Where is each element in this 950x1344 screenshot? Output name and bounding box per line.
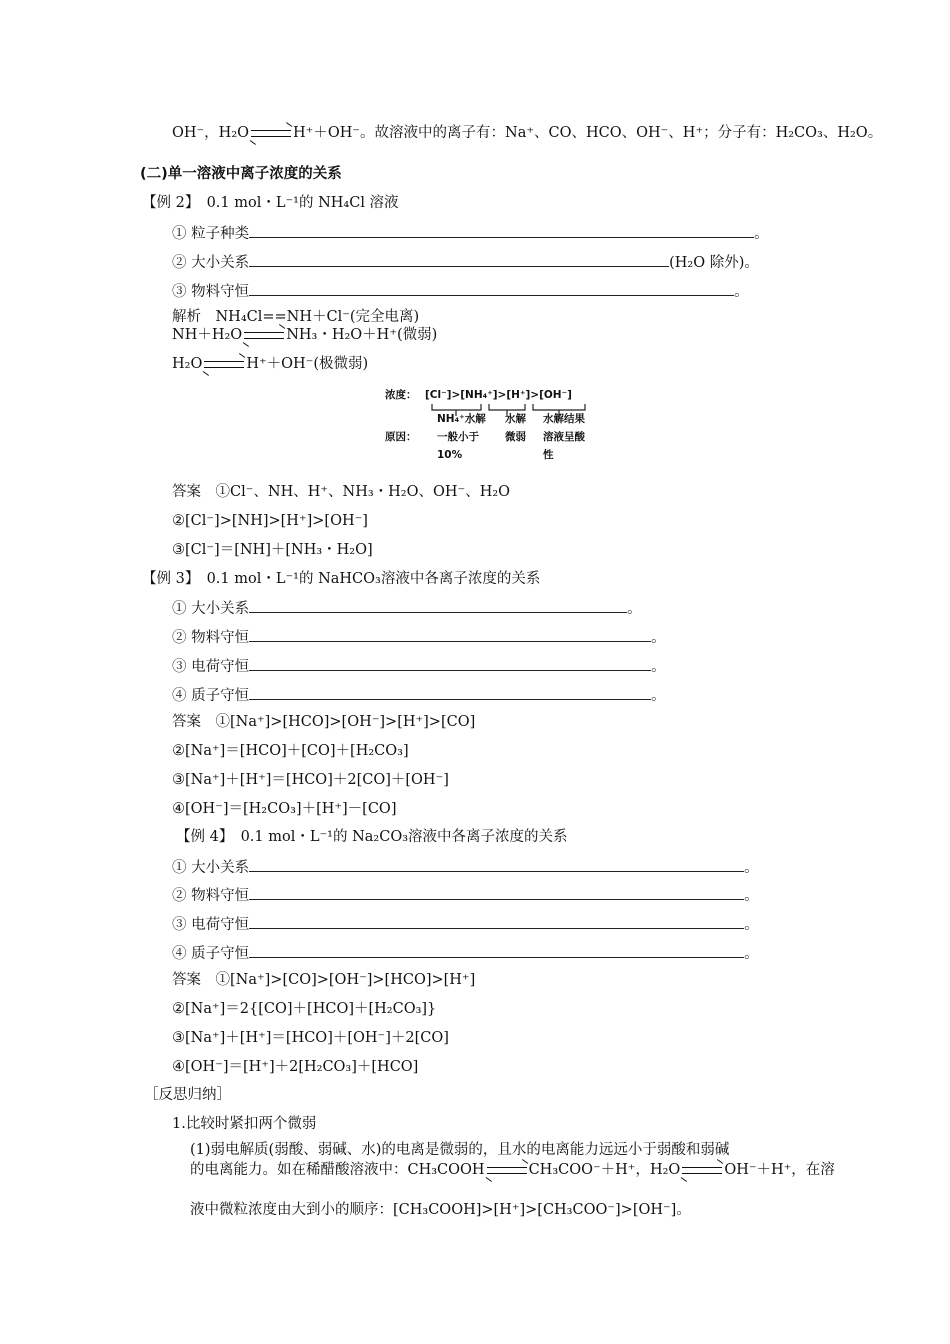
ex4-q2-label: ② 物料守恒 [172,888,250,904]
ex4-q2 [172,884,759,906]
diagram-conc-expr: [Cl⁻]>[NH₄⁺]>[H⁺]>[OH⁻] [425,389,572,401]
ex3-answer-4: ④[OH⁻]＝[H₂CO₃]＋[H⁺]－[CO] [172,801,397,817]
ex4-answer-4: ④[OH⁻]＝[H⁺]＋2[H₂CO₃]＋[HCO] [172,1059,419,1075]
ex4-q2-end: 。 [744,888,759,904]
ex4-q3-blank[interactable] [249,913,744,929]
ex2-q1-end: 。 [754,226,769,242]
ex3-q2-end: 。 [651,630,666,646]
ex2-q3-label: ③ 物料守恒 [172,284,250,300]
ex2-q1 [172,222,769,244]
ex2-q1-blank[interactable] [249,222,754,238]
equilibrium-arrow-icon [251,126,291,140]
section-title: (二)单一溶液中离子浓度的关系 [140,166,342,182]
ex2-analysis-3 [172,354,368,374]
ex2-q1-label: ① 粒子种类 [172,226,250,242]
ex2-analysis-3-post: H⁺＋OH⁻(极微弱) [246,356,369,372]
reflection-p1-line3: 液中微粒浓度由大到小的顺序：[CH₃COOH]>[H⁺]>[CH₃COO⁻]>[OH⁻]。 [190,1202,691,1218]
diagram-reason-label: 原因： [385,431,417,443]
ex4-q1 [172,856,759,878]
diagram-reason2-a: 水解 [505,413,526,425]
diagram-reason1-a: NH₄⁺水解 [437,413,486,425]
reflection-p1-line1: (1)弱电解质(弱酸、弱碱、水)的电离是微弱的，且水的电离能力远远小于弱酸和弱碱 [190,1142,730,1158]
intro-line [172,123,882,143]
ex3-q3 [172,655,666,677]
ex3-q3-blank[interactable] [249,655,651,671]
ex2-answer-2: ②[Cl⁻]>[NH]>[H⁺]>[OH⁻] [172,513,368,529]
ex3-q2-blank[interactable] [249,626,651,642]
equilibrium-arrow-icon [204,357,244,371]
ex4-q1-blank[interactable] [249,856,744,872]
diagram-reason2-b: 微弱 [505,431,526,443]
ex3-q1-blank[interactable] [249,597,627,613]
ex3-answer-1: 答案 ①[Na⁺]>[HCO]>[OH⁻]>[H⁺]>[CO] [172,714,476,730]
ex4-q4-blank[interactable] [249,942,744,958]
ex2-analysis-2-pre: NH＋H₂O [172,327,243,343]
ex3-q3-label: ③ 电荷守恒 [172,659,250,675]
ex3-answer-3: ③[Na⁺]＋[H⁺]＝[HCO]＋2[CO]＋[OH⁻] [172,772,449,788]
diagram-reason3-c: 性 [543,449,554,461]
equilibrium-arrow-icon [682,1163,722,1177]
ex2-q3 [172,280,749,302]
ex3-q1 [172,597,642,619]
ex3-title: 【例 3】 0.1 mol・L⁻¹的 NaHCO₃溶液中各离子浓度的关系 [142,571,541,587]
ex3-q4-label: ④ 质子守恒 [172,688,250,704]
ex4-q4 [172,942,759,964]
equilibrium-arrow-icon [487,1163,527,1177]
ex2-title: 【例 2】 0.1 mol・L⁻¹的 NH₄Cl 溶液 [142,195,399,211]
ex4-answer-2: ②[Na⁺]＝2{[CO]＋[HCO]＋[H₂CO₃]} [172,1001,437,1017]
equilibrium-arrow-icon [244,328,284,342]
diagram-reason1-c: 10% [437,449,463,461]
ex2-q3-end: 。 [734,284,749,300]
diagram-conc-label: 浓度： [385,389,417,401]
ex2-answer-3: ③[Cl⁻]＝[NH]＋[NH₃・H₂O] [172,542,373,558]
ex2-q2-label: ② 大小关系 [172,255,250,271]
ex2-analysis-3-pre: H₂O [172,356,203,372]
ex3-q3-end: 。 [651,659,666,675]
ex4-title: 【例 4】 0.1 mol・L⁻¹的 Na₂CO₃溶液中各离子浓度的关系 [176,829,568,845]
ex2-q2-blank[interactable] [249,251,669,267]
reflection-item-1: 1.比较时紧扣两个微弱 [172,1116,317,1132]
ex3-q2-label: ② 物料守恒 [172,630,250,646]
reflection-title: ［反思归纳］ [144,1087,231,1103]
diagram-reason1-b: 一般小于 [437,431,479,443]
ex2-answer-1: 答案 ①Cl⁻、NH、H⁺、NH₃・H₂O、OH⁻、H₂O [172,484,511,500]
reflection-p1-line2-a: 的电离能力。如在稀醋酸溶液中：CH₃COOH [190,1162,485,1178]
ex3-q4-blank[interactable] [249,684,651,700]
ex4-q3-end: 。 [744,917,759,933]
ex4-q3-label: ③ 电荷守恒 [172,917,250,933]
ex4-q1-label: ① 大小关系 [172,860,250,876]
ex2-analysis-2-post: NH₃・H₂O＋H⁺(微弱) [286,327,438,343]
ex3-q2 [172,626,666,648]
ex3-q4 [172,684,666,706]
ex3-q1-end: 。 [627,601,642,617]
intro-text-post: H⁺＋OH⁻。故溶液中的离子有：Na⁺、CO、HCO、OH⁻、H⁺；分子有：H₂CO₃、H₂O。 [293,125,883,141]
ex4-q4-label: ④ 质子守恒 [172,946,250,962]
ex2-q3-blank[interactable] [249,280,734,296]
diagram-reason3-a: 水解结果 [543,413,585,425]
concentration-diagram [385,382,610,472]
ex3-answer-2: ②[Na⁺]＝[HCO]＋[CO]＋[H₂CO₃] [172,743,409,759]
diagram-reason3-b: 溶液呈酸 [543,431,585,443]
ex3-q1-label: ① 大小关系 [172,601,250,617]
ex4-answer-1: 答案 ①[Na⁺]>[CO]>[OH⁻]>[HCO]>[H⁺] [172,972,476,988]
ex3-q4-end: 。 [651,688,666,704]
ex2-analysis-2 [172,325,437,345]
ex4-q2-blank[interactable] [249,884,744,900]
ex2-analysis-1: 解析 NH₄Cl==NH＋Cl⁻(完全电离) [172,309,420,325]
ex2-q2 [172,251,759,273]
ex2-q2-end: (H₂O 除外)。 [669,255,759,271]
ex4-q1-end: 。 [744,860,759,876]
reflection-p1-line2-b: CH₃COO⁻＋H⁺，H₂O [528,1162,681,1178]
ex4-answer-3: ③[Na⁺]＋[H⁺]＝[HCO]＋[OH⁻]＋2[CO] [172,1030,449,1046]
ex4-q4-end: 。 [744,946,759,962]
intro-text-pre: OH⁻，H₂O [172,125,250,141]
reflection-p1-line2 [190,1160,835,1180]
ex4-q3 [172,913,759,935]
reflection-p1-line2-c: OH⁻＋H⁺，在溶 [724,1162,835,1178]
